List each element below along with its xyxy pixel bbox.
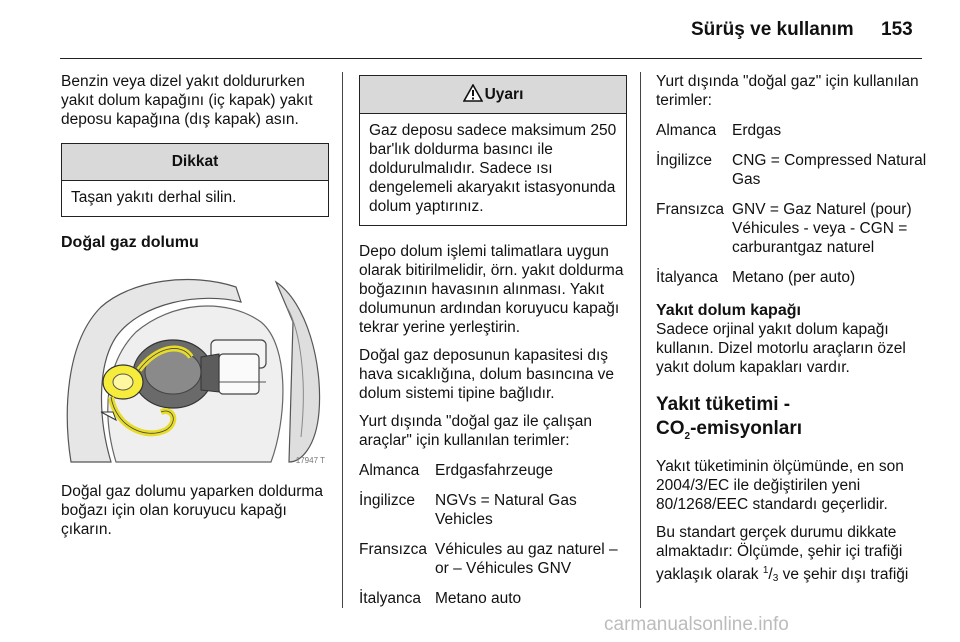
filler-neck-illustration bbox=[61, 262, 329, 472]
table-row: İtalyanca Metano auto bbox=[359, 590, 522, 607]
natural-gas-filler-figure bbox=[61, 262, 329, 472]
ngv-terms-table bbox=[359, 461, 627, 612]
warning-box-body: Gaz deposu sadece maksimum 250 bar'lık doldurma basıncı ile doldurulmalıdır. Sadece ısı dengelemeli akaryakıt istasyonunda dolum yaptırınız. bbox=[369, 122, 617, 215]
fuel-cap-paragraph: Sadece orjinal yakıt dolum kapağı kullanın. Dizel motorlu araçların özel yakıt dolum kapakları vardır. bbox=[656, 321, 906, 376]
refuel-intro-paragraph: Benzin veya dizel yakıt doldururken yakıt dolum kapağını (iç kapak) yakıt deposu kapağına (dış kapak) asın. bbox=[61, 73, 313, 128]
warning-triangle-icon bbox=[463, 84, 483, 102]
ngv-terms-intro: Yurt dışında "doğal gaz ile çalışan araçlar" için kullanılan terimler: bbox=[359, 413, 592, 449]
table-row: Almanca Erdgasfahrzeuge bbox=[359, 462, 554, 479]
column-2 bbox=[359, 72, 627, 616]
column-divider-1 bbox=[342, 72, 343, 608]
header-divider bbox=[60, 58, 922, 59]
table-row: İngilizce NGVs = Natural Gas Vehicles bbox=[359, 492, 577, 528]
figure-code: 17947 T bbox=[295, 456, 325, 465]
caution-box-body: Taşan yakıtı derhal silin. bbox=[71, 189, 237, 206]
tank-capacity-paragraph: Doğal gaz deposunun kapasitesi dış hava sıcaklığına, dolum basıncına ve dolum sistemi tipine bağlıdır. bbox=[359, 347, 615, 402]
warning-box-title-bar bbox=[360, 76, 626, 114]
table-row: Almanca Erdgas bbox=[656, 122, 782, 139]
table-row: İtalyanca Metano (per auto) bbox=[656, 269, 856, 286]
fuel-consumption-heading: Yakıt tüketimi - $CO_2$-emisyonları bbox=[656, 394, 802, 442]
traffic-ratio-paragraph: Bu standart gerçek durumu dikkate almaktadır: Ölçümde, şehir içi trafiği yaklaşık olarak $^1/_3$ ve şehir dışı trafiği bbox=[656, 523, 909, 584]
cng-terms-intro: Yurt dışında "doğal gaz" için kullanılan terimler: bbox=[656, 73, 919, 109]
caution-box-title: Dikkat bbox=[62, 144, 328, 181]
site-watermark: carmanualsonline.info bbox=[604, 614, 789, 635]
column-3 bbox=[656, 72, 928, 597]
cng-terms-table bbox=[656, 121, 928, 291]
section-heading-natural-gas: Doğal gaz dolumu bbox=[61, 234, 199, 251]
caution-box bbox=[61, 143, 329, 217]
protective-cap-paragraph: Doğal gaz dolumu yaparken doldurma boğazı için olan koruyucu kapağı çıkarın. bbox=[61, 483, 323, 538]
page-number: 153 bbox=[881, 19, 913, 40]
page-header-title: Sürüş ve kullanım bbox=[691, 19, 854, 40]
warning-box bbox=[359, 75, 627, 226]
table-row: Fransızca Véhicules au gaz naturel – or – Véhicules GNV bbox=[359, 541, 618, 577]
warning-box-title: Uyarı bbox=[484, 86, 524, 103]
fuel-cap-subheading: Yakıt dolum kapağı bbox=[656, 302, 801, 319]
table-row: Fransızca GNV = Gaz Naturel (pour) Véhicules - veya - CGN = carburantgaz naturel bbox=[656, 201, 912, 256]
one-third-fraction: $^1/_3$ bbox=[762, 564, 779, 584]
column-1 bbox=[61, 72, 329, 548]
measurement-standard-paragraph: Yakıt tüketiminin ölçümünde, en son 2004/3/EC ile değiştirilen yeni 80/1268/EEC standardı geçerlidir. bbox=[656, 457, 904, 513]
column-divider-2 bbox=[640, 72, 641, 608]
table-row: İngilizce CNG = Compressed Natural Gas bbox=[656, 152, 927, 188]
refuel-finish-paragraph: Depo dolum işlemi talimatlara uygun olarak bitirilmelidir, örn. yakıt doldurma boğazının havasının alınması. Yakıt dolumunun ardından koruyucu kapağı tekrar yerine yerleştirin. bbox=[359, 243, 624, 336]
